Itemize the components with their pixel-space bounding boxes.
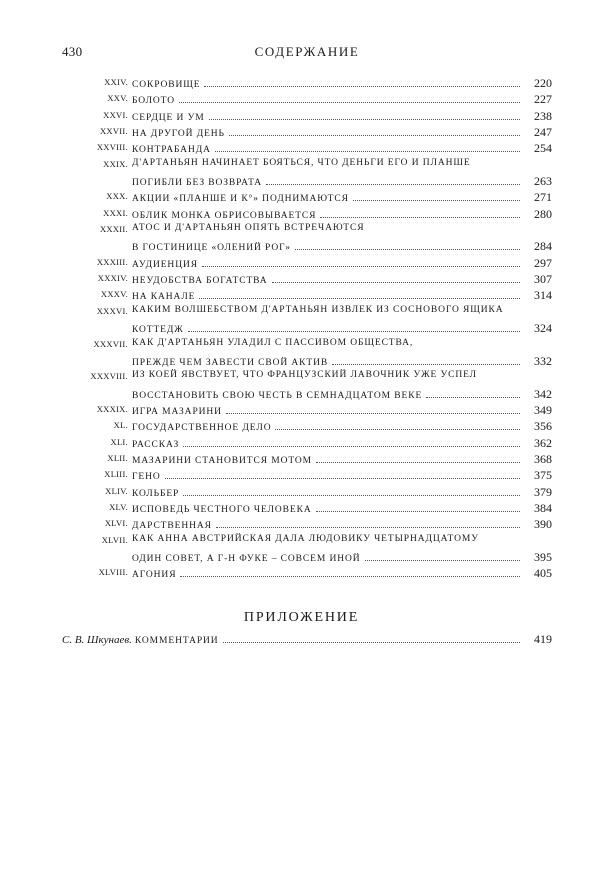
chapter-number: XXV. xyxy=(107,93,128,104)
dot-leader xyxy=(202,265,520,267)
dot-leader xyxy=(216,526,520,528)
chapter-number: XXXIX. xyxy=(96,403,128,414)
chapter-number: XXXIII. xyxy=(96,256,128,267)
toc-entry xyxy=(62,158,552,191)
toc-line xyxy=(132,370,552,380)
toc-entry xyxy=(62,468,552,484)
toc-line xyxy=(132,452,552,467)
toc-line xyxy=(132,436,552,451)
toc-entry xyxy=(62,109,552,125)
toc-line xyxy=(132,338,552,348)
toc-entry xyxy=(62,566,552,582)
dot-leader xyxy=(229,134,520,136)
chapter-title: ОБЛИК МОНКА ОБРИСОВЫВАЕТСЯ xyxy=(132,210,317,221)
chapter-number: XLIII. xyxy=(104,469,128,480)
toc-line xyxy=(132,76,552,91)
chapter-title: ИГРА МАЗАРИНИ xyxy=(132,406,222,417)
chapter-title: Д'АРТАНЬЯН НАЧИНАЕТ БОЯТЬСЯ, ЧТО ДЕНЬГИ ЕГО И ПЛАНШЕ xyxy=(132,157,471,168)
chapter-number: XXVIII. xyxy=(96,142,128,153)
toc-line xyxy=(132,125,552,140)
appendix-title: КОММЕНТАРИИ xyxy=(134,636,219,646)
toc-line xyxy=(132,387,552,402)
toc-entry xyxy=(62,190,552,206)
chapter-page: 271 xyxy=(534,190,552,205)
chapter-number: XL. xyxy=(113,420,128,431)
toc-entry xyxy=(62,207,552,223)
chapter-page: 297 xyxy=(534,255,552,270)
chapter-number: XLI. xyxy=(110,436,128,447)
chapter-title: ПРЕЖДЕ ЧЕМ ЗАВЕСТИ СВОЙ АКТИВ xyxy=(132,357,329,368)
dot-leader xyxy=(183,494,520,496)
chapter-title: ИСПОВЕДЬ ЧЕСТНОГО ЧЕЛОВЕКА xyxy=(132,504,312,515)
chapter-page: 362 xyxy=(534,435,552,450)
dot-leader xyxy=(266,183,520,185)
chapter-number: XXXVI. xyxy=(96,305,128,316)
chapter-title: КОТТЕДЖ xyxy=(132,325,184,336)
toc-entry xyxy=(62,76,552,92)
chapter-number: XLVIII. xyxy=(98,567,128,578)
toc-entry xyxy=(62,370,552,403)
chapter-title: СЕРДЦЕ И УМ xyxy=(132,112,205,123)
toc-line xyxy=(132,550,552,565)
chapter-title: ПОГИБЛИ БЕЗ ВОЗВРАТА xyxy=(132,178,263,189)
toc-line xyxy=(132,272,552,287)
appendix-page: 419 xyxy=(534,632,552,646)
toc-entry xyxy=(62,517,552,533)
chapter-page: 368 xyxy=(534,451,552,466)
chapter-title: НА КАНАЛЕ xyxy=(132,292,196,303)
chapter-number: XXXVII. xyxy=(93,338,128,349)
chapter-title: ИЗ КОЕЙ ЯВСТВУЕТ, ЧТО ФРАНЦУЗСКИЙ ЛАВОЧНИК УЖЕ УСПЕЛ xyxy=(132,370,478,381)
dot-leader xyxy=(223,641,520,643)
chapter-number: XXXIV. xyxy=(97,273,128,284)
chapter-title: КАК Д'АРТАНЬЯН УЛАДИЛ С ПАССИВОМ ОБЩЕСТВА, xyxy=(132,337,414,348)
toc-entry xyxy=(62,419,552,435)
dot-leader xyxy=(179,101,520,103)
chapter-title: КАК АННА АВСТРИЙСКАЯ ДАЛА ЛЮДОВИКУ ЧЕТЫРНАДЦАТОМУ xyxy=(132,533,479,544)
chapter-page: 405 xyxy=(534,566,552,581)
toc-line xyxy=(132,223,552,233)
toc-entry xyxy=(62,436,552,452)
appendix-entry xyxy=(62,632,552,647)
dot-leader xyxy=(199,297,520,299)
chapter-number: XLIV. xyxy=(105,485,128,496)
chapter-number: XLVII. xyxy=(101,534,128,545)
chapter-number: XXXI. xyxy=(103,207,128,218)
toc-entry xyxy=(62,223,552,256)
chapter-page: 247 xyxy=(534,125,552,140)
toc-entry xyxy=(62,272,552,288)
page-header xyxy=(62,44,552,60)
chapter-number: XLV. xyxy=(109,501,128,512)
chapter-title: АГОНИЯ xyxy=(132,570,177,581)
chapter-number: XXIV. xyxy=(104,77,128,87)
toc-entry xyxy=(62,501,552,517)
toc-line xyxy=(132,468,552,483)
toc-line xyxy=(132,174,552,189)
toc-line xyxy=(132,288,552,303)
toc-entry xyxy=(62,338,552,371)
chapter-page: 324 xyxy=(534,321,552,336)
toc-entry xyxy=(62,125,552,141)
dot-leader xyxy=(365,559,520,561)
chapter-title: ДАРСТВЕННАЯ xyxy=(132,521,212,532)
chapter-page: 356 xyxy=(534,419,552,434)
dot-leader xyxy=(275,428,520,430)
dot-leader xyxy=(209,118,520,120)
chapter-title: БОЛОТО xyxy=(132,96,176,107)
chapter-number: XXX. xyxy=(106,191,128,202)
dot-leader xyxy=(226,412,520,414)
chapter-title: ГОСУДАРСТВЕННОЕ ДЕЛО xyxy=(132,423,272,434)
page-number: 430 xyxy=(62,44,83,59)
dot-leader xyxy=(165,477,520,479)
dot-leader xyxy=(320,216,520,218)
chapter-number: XXXII. xyxy=(99,224,128,235)
toc-line xyxy=(132,239,552,254)
dot-leader xyxy=(204,85,520,87)
toc-entry xyxy=(62,403,552,419)
chapter-page: 254 xyxy=(534,141,552,156)
chapter-title: ВОССТАНОВИТЬ СВОЮ ЧЕСТЬ В СЕМНАДЦАТОМ ВЕКЕ xyxy=(132,390,423,401)
chapter-title: АКЦИИ «ПЛАНШЕ И К°» ПОДНИМАЮТСЯ xyxy=(132,194,349,205)
toc-line xyxy=(132,534,552,544)
chapter-title: ГЕНО xyxy=(132,472,161,483)
toc-entry xyxy=(62,92,552,108)
chapter-page: 314 xyxy=(534,288,552,303)
running-title: СОДЕРЖАНИЕ xyxy=(254,44,360,59)
chapter-title: В ГОСТИНИЦЕ «ОЛЕНИЙ РОГ» xyxy=(132,243,291,254)
chapter-number: XLII. xyxy=(107,452,128,463)
toc-entry xyxy=(62,141,552,157)
chapter-page: 342 xyxy=(534,386,552,401)
chapter-title: СОКРОВИЩЕ xyxy=(132,80,201,90)
dot-leader xyxy=(215,150,520,152)
toc-entry xyxy=(62,534,552,567)
appendix-heading: ПРИЛОЖЕНИЕ xyxy=(243,610,360,625)
toc-line xyxy=(132,92,552,107)
toc-line xyxy=(132,207,552,222)
table-of-contents xyxy=(62,76,552,583)
chapter-page: 375 xyxy=(534,468,552,483)
chapter-title: КОНТРАБАНДА xyxy=(132,145,211,156)
chapter-number: XXVII. xyxy=(99,126,128,137)
dot-leader xyxy=(332,363,520,365)
toc-line xyxy=(132,305,552,315)
dot-leader xyxy=(316,510,520,512)
toc-entry xyxy=(62,452,552,468)
dot-leader xyxy=(316,461,520,463)
toc-line xyxy=(132,501,552,516)
chapter-page: 349 xyxy=(534,402,552,417)
chapter-page: 307 xyxy=(534,272,552,287)
chapter-page: 390 xyxy=(534,517,552,532)
chapter-title: КОЛЬБЕР xyxy=(132,488,180,499)
dot-leader xyxy=(188,330,520,332)
toc-line xyxy=(132,517,552,532)
chapter-title: НА ДРУГОЙ ДЕНЬ xyxy=(132,129,225,140)
toc-line xyxy=(132,419,552,434)
chapter-title: ОДИН СОВЕТ, А Г-Н ФУКЕ – СОВСЕМ ИНОЙ xyxy=(132,553,361,564)
toc-entry xyxy=(62,485,552,501)
chapter-number: XXVI. xyxy=(103,109,128,120)
toc-line xyxy=(132,485,552,500)
chapter-page: 395 xyxy=(534,549,552,564)
dot-leader xyxy=(426,396,520,398)
toc-line xyxy=(132,321,552,336)
toc-line xyxy=(132,354,552,369)
chapter-title: АУДИЕНЦИЯ xyxy=(132,259,198,270)
dot-leader xyxy=(295,248,520,250)
toc-line xyxy=(132,403,552,418)
chapter-title: РАССКАЗ xyxy=(132,439,180,450)
chapter-page: 284 xyxy=(534,239,552,254)
toc-line xyxy=(132,256,552,271)
chapter-page: 280 xyxy=(534,206,552,221)
toc-entry xyxy=(62,305,552,338)
toc-line xyxy=(132,141,552,156)
toc-line xyxy=(132,190,552,205)
toc-entry xyxy=(62,256,552,272)
chapter-title: КАКИМ ВОЛШЕБСТВОМ Д'АРТАНЬЯН ИЗВЛЕК ИЗ СОСНОВОГО ЯЩИКА xyxy=(132,304,504,315)
chapter-page: 332 xyxy=(534,353,552,368)
chapter-number: XXIX. xyxy=(103,158,128,169)
chapter-number: XXXVIII. xyxy=(90,371,128,382)
chapter-page: 220 xyxy=(534,76,552,90)
chapter-page: 238 xyxy=(534,108,552,123)
toc-line xyxy=(132,158,552,168)
chapter-title: МАЗАРИНИ СТАНОВИТСЯ МОТОМ xyxy=(132,455,313,466)
chapter-number: XLVI. xyxy=(104,518,128,529)
chapter-number: XXXV. xyxy=(100,289,128,300)
chapter-page: 263 xyxy=(534,174,552,189)
dot-leader xyxy=(272,281,520,283)
dot-leader xyxy=(180,575,520,577)
dot-leader xyxy=(353,199,520,201)
chapter-title: НЕУДОБСТВА БОГАТСТВА xyxy=(132,276,268,287)
chapter-title: АТОС И Д'АРТАНЬЯН ОПЯТЬ ВСТРЕЧАЮТСЯ xyxy=(132,223,365,234)
toc-entry xyxy=(62,288,552,304)
toc-line xyxy=(132,109,552,124)
chapter-page: 227 xyxy=(534,92,552,107)
chapter-page: 379 xyxy=(534,484,552,499)
dot-leader xyxy=(183,445,520,447)
appendix-author: С. В. Шкунаев. xyxy=(62,634,132,646)
toc-line xyxy=(132,566,552,581)
chapter-page: 384 xyxy=(534,500,552,515)
